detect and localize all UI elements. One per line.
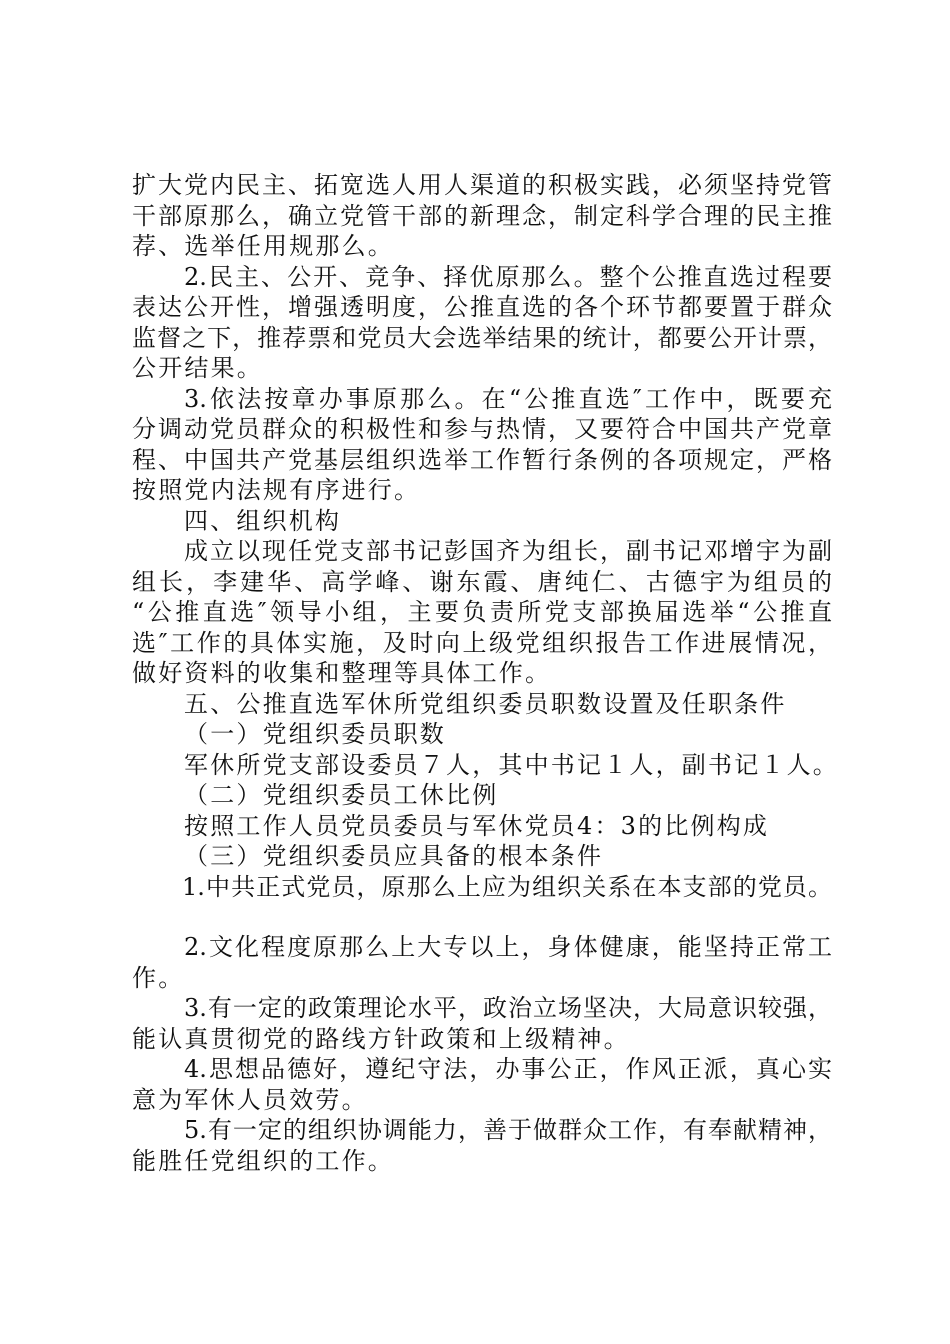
- section-heading: 五、公推直选军休所党组织委员职数设置及任职条件: [184, 689, 787, 718]
- text-line: 5.有一定的组织协调能力，善于做群众工作，有奉献精神，: [184, 1116, 832, 1144]
- subsection-heading: （二）党组织委员工休比例: [184, 781, 499, 809]
- text-line: 2.文化程度原那么上大专以上，身体健康，能坚持正常工: [184, 933, 832, 961]
- text-line: 分调动党员群众的积极性和参与热情，又要符合中国共产党章: [132, 415, 832, 443]
- text-line: 能胜任党组织的工作。: [132, 1146, 394, 1175]
- text-line: 表达公开性，增强透明度，公推直选的各个环节都要置于群众: [132, 293, 832, 321]
- section-heading: 四、组织机构: [184, 506, 342, 535]
- text-line: 成立以现任党支部书记彭国齐为组长，副书记邓增宇为副: [184, 537, 832, 565]
- text-line: 3.依法按章办事原那么。在“公推直选″工作中，既要充: [184, 384, 832, 413]
- text-line: 公开结果。: [132, 354, 263, 382]
- blank-line: [132, 902, 832, 932]
- text-line: 4.思想品德好，遵纪守法，办事公正，作风正派，真心实: [184, 1055, 832, 1083]
- text-line: 按照党内法规有序进行。: [132, 476, 421, 504]
- text-line: 扩大党内民主、拓宽选人用人渠道的积极实践，必须坚持党管: [132, 171, 832, 199]
- text-line: “公推直选″领导小组，主要负责所党支部换届选举“公推直: [132, 598, 832, 626]
- text-line: 能认真贯彻党的路线方针政策和上级精神。: [132, 1024, 630, 1053]
- text-line: 按照工作人员党员委员与军休党员4：3的比例构成: [184, 811, 770, 840]
- text-line: 意为军休人员效劳。: [132, 1085, 368, 1114]
- text-line: 军休所党支部设委员７人，其中书记１人，副书记１人。: [184, 750, 839, 779]
- text-line: 选″工作的具体实施，及时向上级党组织报告工作进展情况，: [132, 628, 832, 657]
- text-line: 干部原那么，确立党管干部的新理念，制定科学合理的民主推: [132, 201, 832, 230]
- text-line: 荐、选举任用规那么。: [132, 232, 394, 260]
- text-line: 程、中国共产党基层组织选举工作暂行条例的各项规定，严格: [132, 445, 832, 474]
- subsection-heading: （三）党组织委员应具备的根本条件: [184, 842, 604, 870]
- text-line: 监督之下，推荐票和党员大会选举结果的统计，都要公开计票，: [132, 323, 832, 352]
- text-line: 3.有一定的政策理论水平，政治立场坚决，大局意识较强，: [184, 994, 832, 1022]
- text-line: 做好资料的收集和整理等具体工作。: [132, 659, 552, 687]
- subsection-heading: （一）党组织委员职数: [184, 720, 446, 748]
- text-line: 组长，李建华、高学峰、谢东霞、唐纯仁、古德宇为组员的: [132, 567, 832, 596]
- document-body: [132, 170, 839, 1176]
- text-line: 1.中共正式党员，原那么上应为组织关系在本支部的党员。: [182, 872, 832, 901]
- text-line: 作。: [132, 963, 185, 992]
- text-line: 2.民主、公开、竞争、择优原那么。整个公推直选过程要: [184, 262, 832, 291]
